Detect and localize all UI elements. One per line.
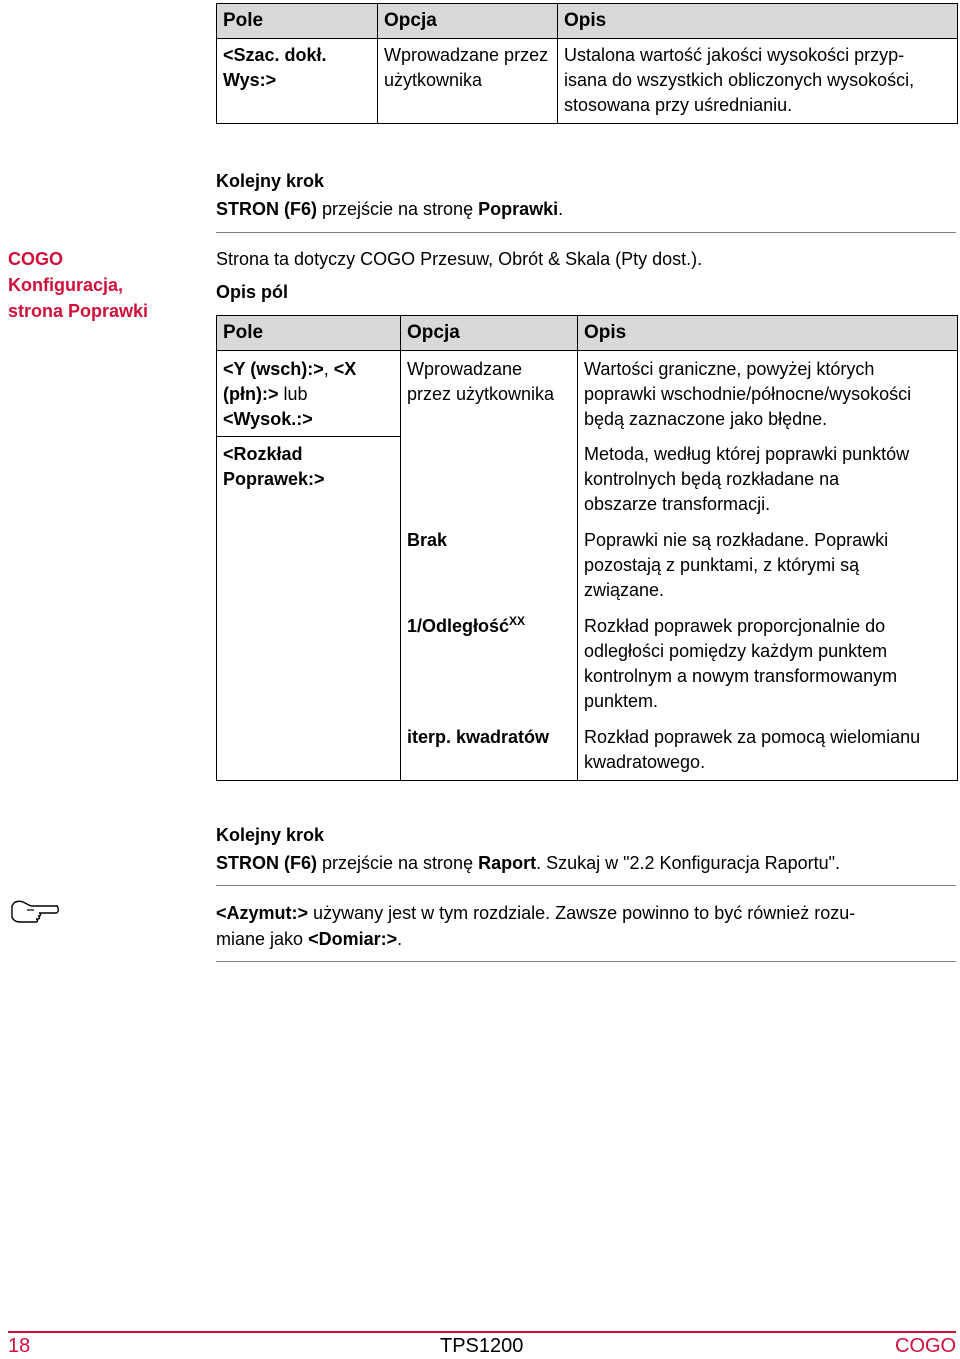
section-heading: Opis pól [216, 282, 288, 302]
product-name: TPS1200 [440, 1335, 524, 1357]
desc-iterp-kwadratow: Rozkład poprawek za pomocą wielomianu kwadratowego. [584, 727, 921, 772]
next-step-heading-2: Kolejny krok [216, 825, 325, 845]
link-raport: Raport [478, 853, 537, 873]
key-stron-f6: STRON (F6) [216, 853, 317, 873]
desc-odleglosc: Rozkład poprawek proporcjonalnie do odległości pomiędzy każdym punktem kontrolnym a nowym transformowanym punktem. [584, 616, 898, 711]
next-step-instruction-2: STRON (F6) przejście na stronę Raport. Szukaj w "2.2 Konfiguracja Raportu". [216, 853, 841, 873]
field-y-x-wysok: <Y (wsch):>, <X (płn):> lub <Wysok.:> [223, 359, 357, 429]
field-domiar: <Domiar:> [308, 929, 398, 949]
field-rozklad-poprawek: <Rozkład Poprawek:> [223, 444, 325, 489]
desc-szac-dokl: Ustalona wartość jakości wysokości przyp- isana do wszystkich obliczonych wysokości, stosowana przy uśrednianiu. [564, 45, 915, 115]
desc-brak: Poprawki nie są rozkładane. Poprawki pozostają z punktami, z którymi są związane. [584, 530, 889, 600]
option-iterp-kwadratow: iterp. kwadratów [407, 727, 550, 747]
column-header-opcja: Opcja [384, 10, 437, 31]
page-number: 18 [8, 1335, 31, 1357]
note-text: <Azymut:> używany jest w tym rozdziale. Zawsze powinno to być również rozu- miane jako <Domiar:>. [216, 903, 856, 949]
key-stron-f6: STRON (F6) [216, 199, 317, 219]
note-divider-top [216, 885, 956, 886]
desc-wartosci-graniczne: Wartości graniczne, powyżej których poprawki wschodnie/północne/wysokości będą zaznaczone jako błędne. [584, 359, 912, 429]
column-header-opis: Opis [564, 10, 607, 31]
option-wprowadzane: Wprowadzane przez użytkownika [407, 359, 555, 404]
intro-text: Strona ta dotyczy COGO Przesuw, Obrót & Skala (Pty dost.). [216, 249, 703, 269]
table-opis-pol [216, 315, 958, 781]
next-step-instruction: STRON (F6) przejście na stronę Poprawki. [216, 199, 564, 219]
field-azymut: <Azymut:> [216, 903, 309, 923]
option-wprowadzane: Wprowadzane przez użytkownika [384, 45, 549, 90]
desc-metoda: Metoda, według której poprawki punktów kontrolnych będą rozkładane na obszarze transformacji. [584, 444, 910, 514]
option-brak: Brak [407, 530, 448, 550]
note-divider-bottom [216, 961, 956, 962]
column-header-opcja: Opcja [407, 322, 460, 343]
next-step-heading: Kolejny krok [216, 171, 325, 191]
field-szac-dokl: <Szac. dokł. Wys:> [223, 45, 327, 90]
section-divider [216, 232, 956, 233]
pointing-hand-icon [10, 897, 60, 927]
link-poprawki: Poprawki [478, 199, 559, 219]
table-szac-dokl [216, 3, 958, 124]
option-odleglosc: 1/Odległość$^{XX}$ [407, 614, 526, 636]
column-header-pole: Pole [223, 10, 264, 31]
column-header-pole: Pole [223, 322, 264, 343]
side-title: COGO Konfiguracja, strona Poprawki [8, 249, 149, 321]
chapter-name: COGO [895, 1335, 957, 1357]
column-header-opis: Opis [584, 322, 627, 343]
